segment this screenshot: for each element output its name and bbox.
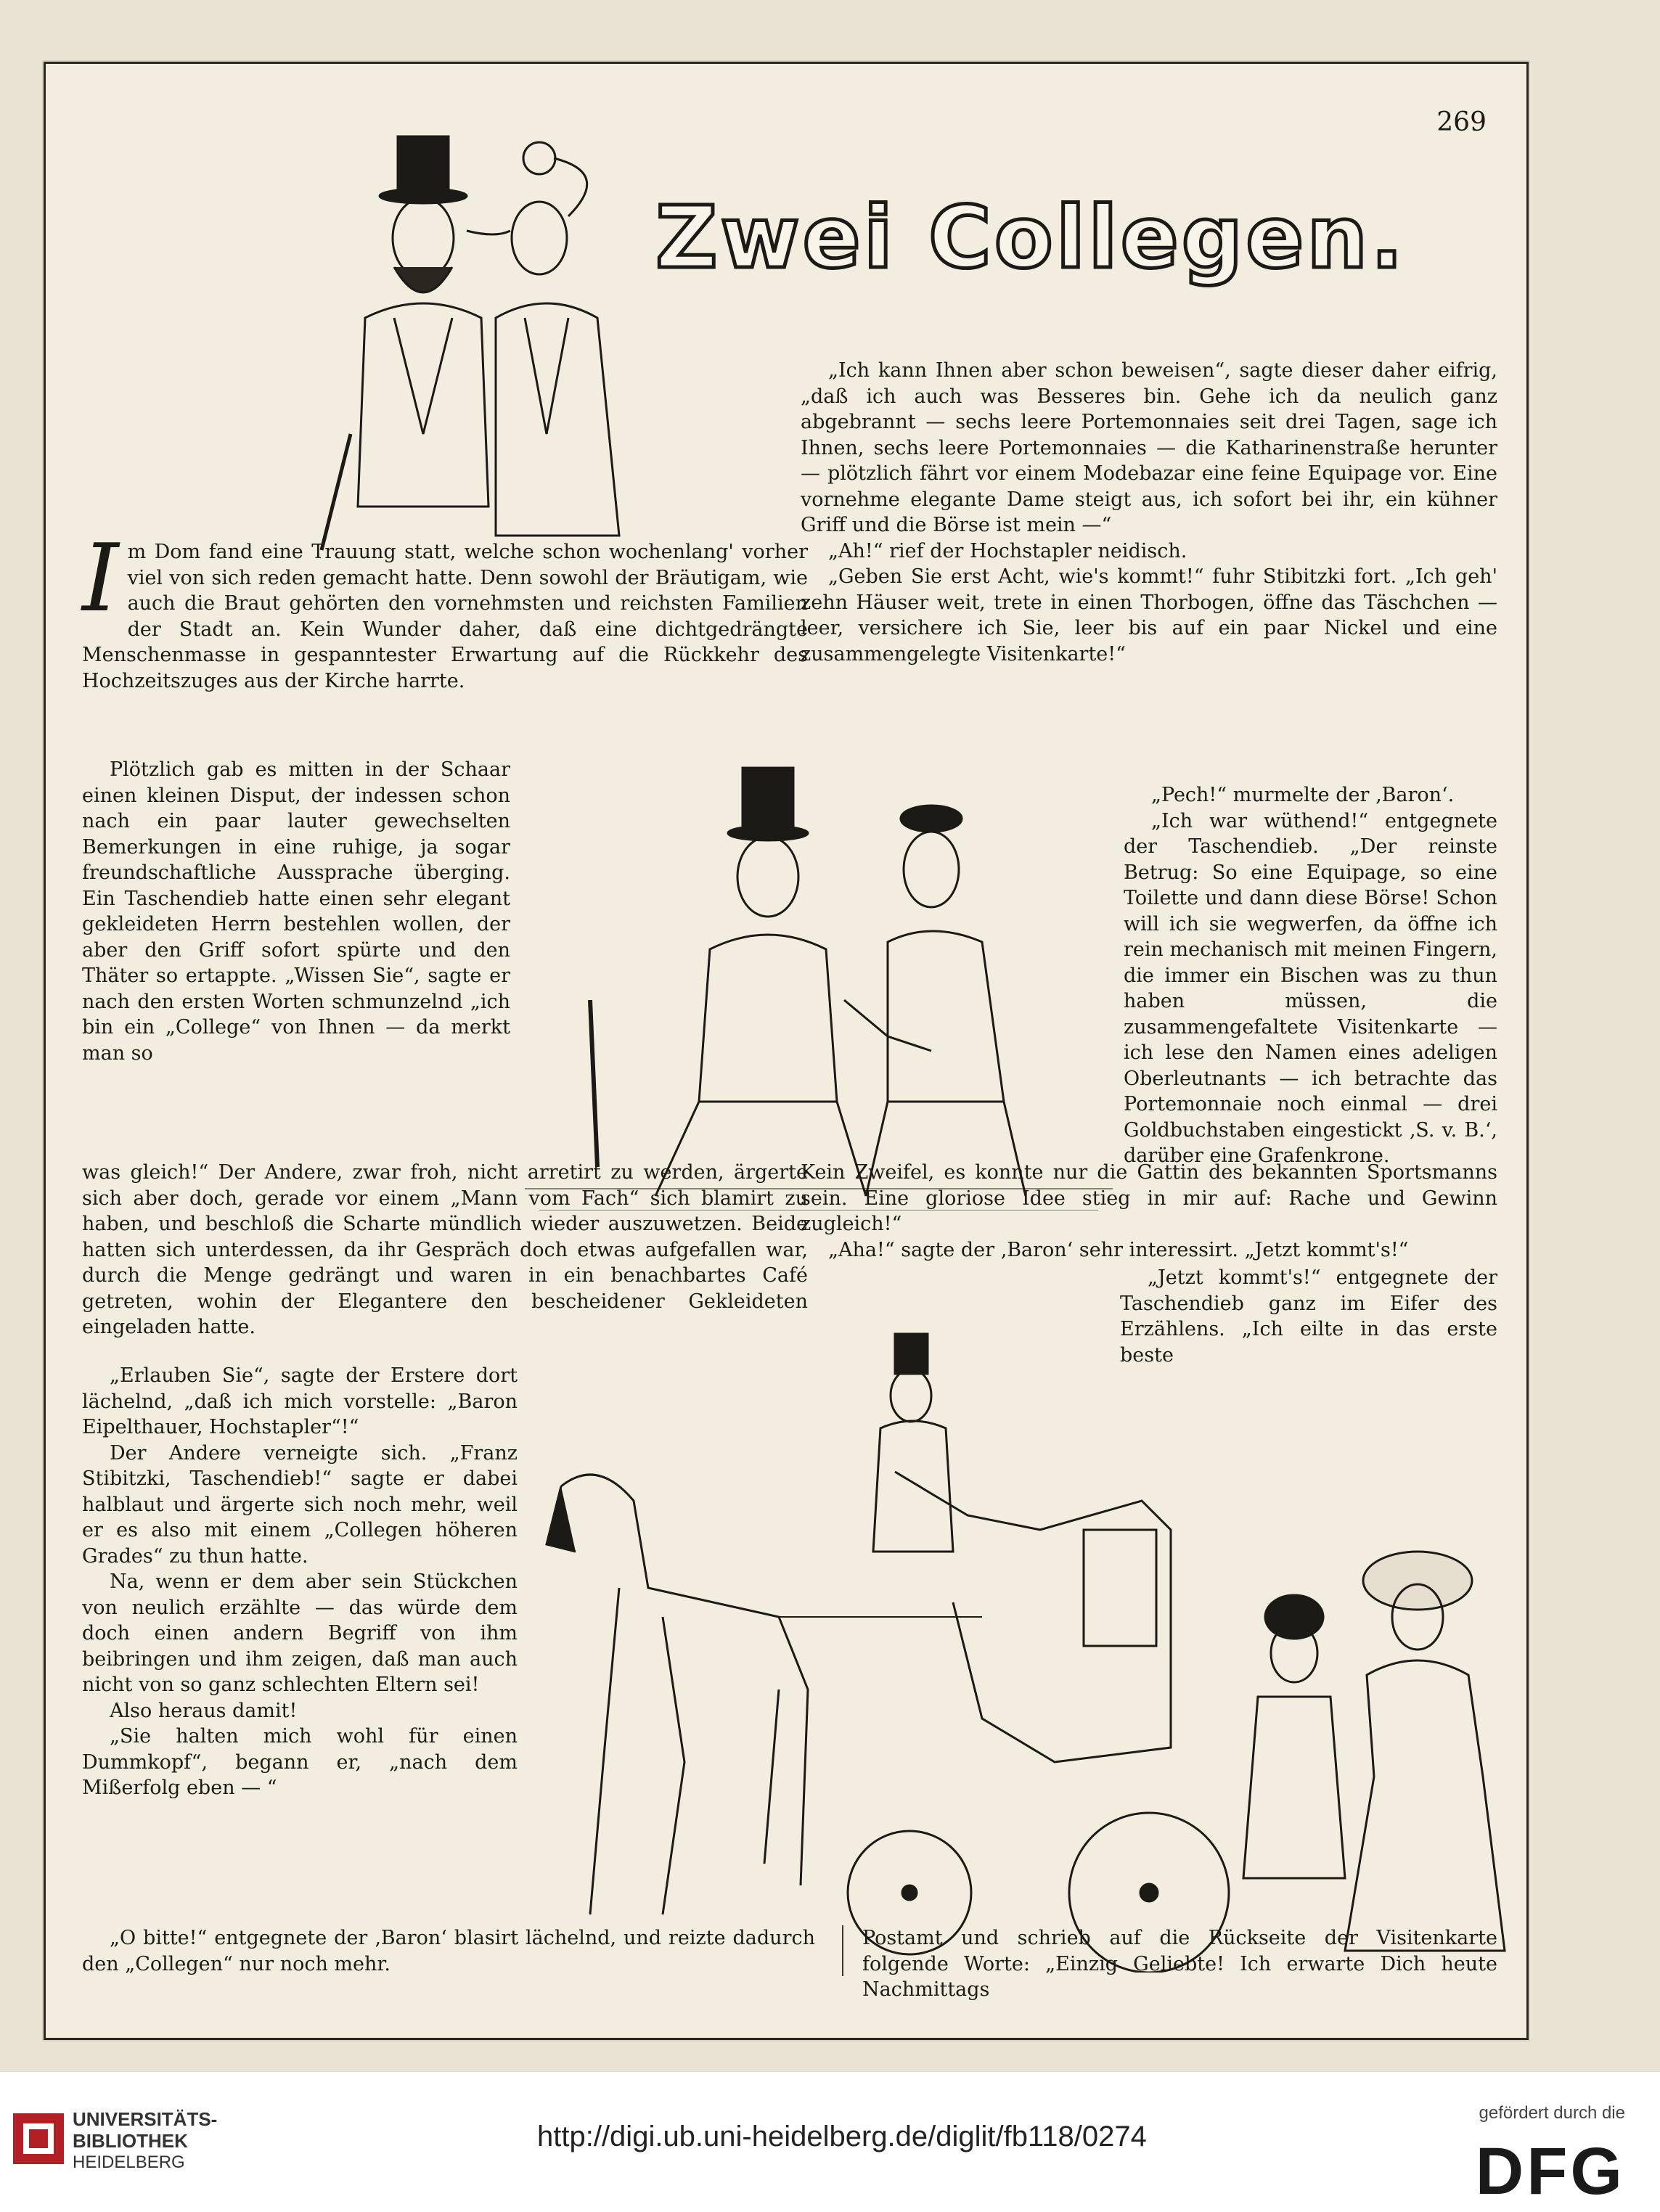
- paragraph: „Aha!“ sagte der ‚Baron‘ sehr interessirt. „Jetzt kommt's!“: [828, 1238, 1409, 1261]
- sponsor-text: gefördert durch die: [1479, 2103, 1625, 2123]
- text-block-right-bottom: [862, 1925, 1497, 2003]
- illustration-two-gentlemen-drawing: [307, 129, 648, 557]
- text-block-right-top: [801, 358, 1497, 667]
- text-block-right-narrow: [1124, 782, 1497, 1169]
- paragraph: Kein Zweifel, es konnte nur die Gattin des bekannten Sportsmanns sein. Eine gloriose Idee stieg in mir auf: Rache und Gewinn zugleich!“: [801, 1161, 1497, 1235]
- drop-cap: I: [82, 525, 119, 633]
- paragraph: was gleich!“ Der Andere, zwar froh, nicht arretirt zu werden, ärgerte sich aber doch, gerade vor einem „Mann vom Fach“ sich blamirt zu haben, und beschloß die Scharte mündlich wieder auszuwetzen. Beide hatten sich unterdessen, da ihr Gespräch doch etwas aufgefallen war, durch die Menge gedrängt und waren in ein benachbartes Café getreten, wohin der Elegantere den bescheidener Gekleideten eingeladen hatte.: [82, 1161, 808, 1338]
- library-name: [73, 2108, 217, 2174]
- text-block-left-top: [82, 525, 808, 694]
- paragraph: Na, wenn er dem aber sein Stückchen von neulich erzählte — das würde dem doch einen andern Begriff von ihm beibringen und ihm zeigen, daß man auch nicht von so ganz schlechten Eltern sei!: [82, 1570, 518, 1696]
- paragraph: „Pech!“ murmelte der ‚Baron‘.: [1151, 784, 1455, 806]
- permalink-url[interactable]: http://digi.ub.uni-heidelberg.de/diglit/fb118/0274: [537, 2121, 1147, 2152]
- paragraph: Postamt und schrieb auf die Rückseite der Visitenkarte folgende Worte: „Einzig Geliebte! Ich erwarte Dich heute Nachmittags: [862, 1927, 1497, 2001]
- paragraph: Der Andere verneigte sich. „Franz Stibitzki, Taschendieb!“ sagte er dabei halblaut und ärgerte sich noch mehr, weil er es also mit einem „Collegen höheren Grades“ zu thun hatte.: [82, 1441, 518, 1568]
- paragraph: „O bitte!“ entgegnete der ‚Baron‘ blasirt lächelnd, und reizte dadurch den „Collegen“ nur noch mehr.: [82, 1927, 815, 1975]
- magazine-page: [44, 62, 1529, 2040]
- library-line-3: HEIDELBERG: [73, 2152, 185, 2172]
- page-number: 269: [1436, 107, 1487, 137]
- column-rule: [842, 1925, 843, 1976]
- paragraph: „Erlauben Sie“, sagte der Erstere dort lächelnd, „daß ich mich vorstelle: „Baron Eipelthauer, Hochstapler“!“: [82, 1364, 518, 1438]
- text-block-left-lower: [82, 1363, 518, 1801]
- illustration-carriage: [518, 1312, 1519, 1973]
- paragraph: „Sie halten mich wohl für einen Dummkopf“, begann er, „nach dem Mißerfolg eben — “: [82, 1725, 518, 1799]
- illustration-two-gentlemen: [307, 129, 648, 557]
- paragraph: „Ich war wüthend!“ entgegnete der Taschendieb. „Der reinste Betrug: So eine Equipage, so eine Toilette und dann diese Börse! Schon will ich sie wegwerfen, da öffne ich rein mechanisch mit meinen Fingern, die immer ein Bischen was zu thun haben müssen, die zusammengefaltete Visitenkarte — ich lese den Namen eines adeligen Oberleutnants — ich betrachte das Portemonnaie noch einmal — drei Goldbuchstaben eingestickt ‚S. v. B.‘, darüber eine Grafenkrone.: [1124, 809, 1497, 1167]
- text-block-right-mid: [801, 1160, 1497, 1263]
- paragraph: Plötzlich gab es mitten in der Schaar einen kleinen Disput, der indessen schon nach ein paar lauter gewechselten Bemerkungen in eine ruhige, ja sogar freundschaftliche Aussprache überging. Ein Taschendieb hatte einen sehr elegant gekleideten Herrn bestehlen wollen, der aber den Griff sofort spürte und den Thäter so ertappte. „Wissen Sie“, sagte er nach den ersten Worten schmunzelnd „ich bin ein „College“ von Ihnen — da merkt man so: [82, 758, 510, 1065]
- library-line-1: UNIVERSITÄTS-: [73, 2108, 218, 2130]
- text-block-left-bottom: [82, 1925, 815, 1977]
- paragraph: „Geben Sie erst Acht, wie's kommt!“ fuhr Stibitzki fort. „Ich geh' zehn Häuser weit, trete in einen Thorbogen, öffne das Täschchen — leer, versichere ich Sie, leer bis auf ein paar Nickel und eine zusammengelegte Visitenkarte!“: [801, 565, 1497, 665]
- library-line-2: BIBLIOTHEK: [73, 2130, 188, 2152]
- illustration-cafe-scene: [525, 761, 1113, 1211]
- university-library-logo-icon: [13, 2113, 64, 2164]
- paragraph: m Dom fand eine Trauung statt, welche schon wochenlang' vorher viel von sich reden gemacht hatte. Denn sowohl der Bräutigam, wie auch die Braut gehörten den vornehmsten und reichsten Familien der Stadt an. Kein Wunder daher, daß eine dichtgedrängte Menschenmasse in gespanntester Erwartung auf die Rückkehr des Hochzeitszuges aus der Kirche harrte.: [82, 541, 808, 692]
- article-title: Zwei Collegen.: [655, 187, 1407, 287]
- illustration-carriage-drawing: [518, 1312, 1519, 1973]
- paragraph: „Jetzt kommt's!“ entgegnete der Taschendieb ganz im Eifer des Erzählens. „Ich eilte in das erste beste: [1120, 1266, 1497, 1367]
- dfg-logo: DFG: [1475, 2134, 1625, 2208]
- paragraph: Also heraus damit!: [110, 1699, 298, 1722]
- illustration-cafe-drawing: [525, 761, 1113, 1211]
- text-block-left-narrow: [82, 757, 510, 1066]
- paragraph: „Ah!“ rief der Hochstapler neidisch.: [828, 539, 1187, 562]
- paragraph: „Ich kann Ihnen aber schon beweisen“, sagte dieser daher eifrig, „daß ich auch was Besseres bin. Gehe ich da neulich ganz abgebrannt — sechs leere Portemonnaies seit drei Tagen, sage ich Ihnen, sechs leere Portemonnaies — die Katharinenstraße herunter — plötzlich fährt vor einem Modebazar eine feine Equipage vor. Eine vornehme elegante Dame steigt aus, ich sofort bei ihr, ein kühner Griff und die Börse ist mein —“: [801, 359, 1497, 536]
